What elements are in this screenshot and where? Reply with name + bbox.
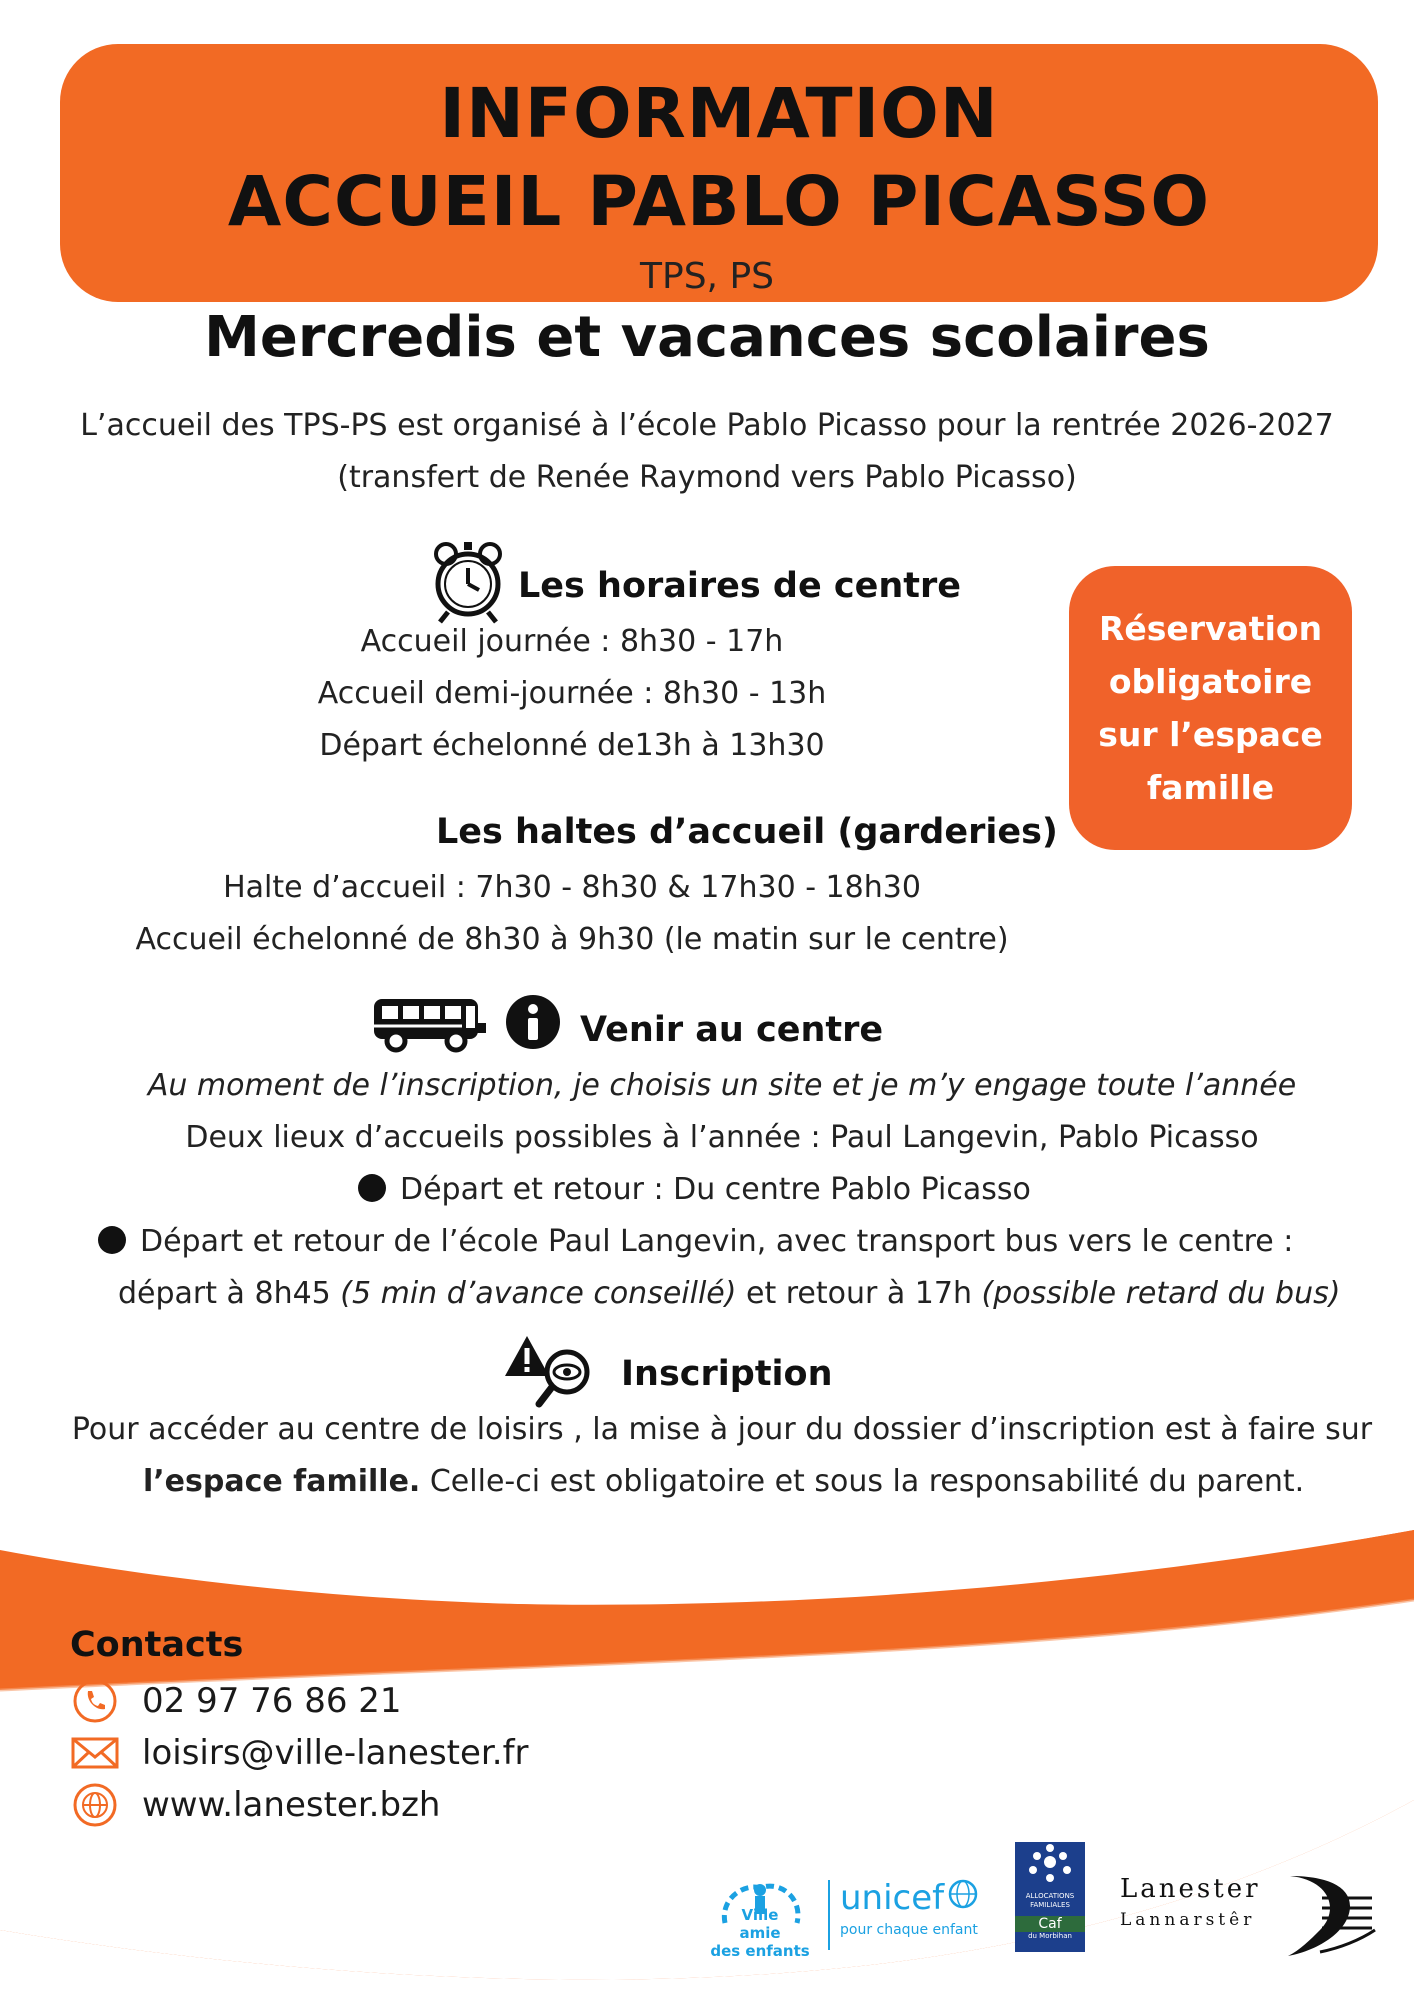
contact-website[interactable]	[70, 1780, 440, 1830]
haltes-line-1: Halte d’accueil : 7h30 - 8h30 & 17h30 - 18h30	[223, 870, 921, 905]
contact-phone[interactable]	[70, 1676, 402, 1726]
bullet-dot	[98, 1226, 126, 1254]
title-line-2: ACCUEIL PABLO PICASSO	[227, 162, 1211, 242]
reservation-text: Réservation obligatoire sur l’espace famille	[1098, 609, 1323, 807]
retour-note: (possible retard du bus)	[981, 1276, 1341, 1311]
unicef-logo	[840, 1878, 1000, 1958]
website-url: www.lanester.bzh	[142, 1785, 441, 1825]
lannarster-wordmark: Lannarstêr	[1120, 1910, 1256, 1930]
unicef-globe-icon	[948, 1878, 978, 1918]
alarm-clock-icon	[432, 540, 504, 624]
inscription-line-2	[143, 1464, 1304, 1499]
lanester-wordmark: Lanester	[1120, 1874, 1261, 1904]
depart-note: (5 min d’avance conseillé)	[340, 1276, 737, 1311]
ville-amie-logo	[705, 1878, 815, 1968]
unicef-wordmark: unicef	[840, 1878, 945, 1918]
bullet-dot	[358, 1174, 386, 1202]
horaires-line-2: Accueil demi-journée : 8h30 - 13h	[317, 676, 827, 711]
venir-bullet-2-text: Départ et retour de l’école Paul Langevin, avec transport bus vers le centre :	[140, 1224, 1294, 1259]
title-line-1: INFORMATION	[439, 74, 999, 154]
ville-amie-line-1: Ville	[741, 1906, 779, 1924]
ville-amie-line-3: des enfants	[710, 1942, 810, 1960]
mail-icon	[70, 1728, 120, 1778]
caf-line-2: FAMILIALES	[1030, 1901, 1070, 1909]
venir-bullet-1-text: Départ et retour : Du centre Pablo Picasso	[400, 1172, 1031, 1207]
intro-line-2: (transfert de Renée Raymond vers Pablo Picasso)	[337, 460, 1077, 495]
caf-line-4: du Morbihan	[1028, 1932, 1072, 1940]
inscription-line-2-rest: Celle-ci est obligatoire et sous la responsabilité du parent.	[420, 1464, 1305, 1499]
horaires-title: Les horaires de centre	[518, 566, 962, 606]
lanester-emblem-icon	[1280, 1870, 1380, 1960]
level-text: TPS, PS	[640, 256, 774, 297]
venir-title: Venir au centre	[580, 1010, 884, 1050]
espace-famille-bold: l’espace famille.	[143, 1464, 421, 1499]
subtitle: Mercredis et vacances scolaires	[204, 305, 1210, 370]
venir-italic-line: Au moment de l’inscription, je choisis un site et je m’y engage toute l’année	[147, 1068, 1297, 1103]
horaires-line-1: Accueil journée : 8h30 - 17h	[360, 624, 784, 659]
caf-line-1: ALLOCATIONS	[1025, 1892, 1075, 1900]
logo-divider	[828, 1880, 830, 1950]
info-icon	[505, 994, 561, 1050]
ville-amie-line-2: amie	[739, 1924, 781, 1942]
horaires-line-3: Départ échelonné de13h à 13h30	[319, 728, 825, 763]
haltes-line-2: Accueil échelonné de 8h30 à 9h30 (le matin sur le centre)	[135, 922, 1009, 957]
lanester-logo	[1120, 1870, 1380, 1960]
caf-logo	[1015, 1842, 1085, 1952]
venir-line-5	[118, 1276, 1340, 1311]
phone-number: 02 97 76 86 21	[142, 1681, 402, 1721]
venir-bullet-1	[358, 1172, 1031, 1207]
email-address: loisirs@ville-lanester.fr	[142, 1733, 529, 1773]
reservation-callout	[1069, 566, 1352, 850]
page-title	[60, 70, 1378, 246]
caf-line-3: Caf	[1015, 1916, 1085, 1932]
haltes-title: Les haltes d’accueil (garderies)	[436, 812, 1058, 852]
inscription-line-1: Pour accéder au centre de loisirs , la mise à jour du dossier d’inscription est à faire sur	[71, 1412, 1373, 1447]
phone-icon	[70, 1676, 120, 1726]
depart-time: départ à 8h45	[118, 1276, 341, 1311]
contact-email[interactable]	[70, 1728, 529, 1778]
venir-bullet-2	[98, 1224, 1293, 1259]
inscription-title: Inscription	[621, 1354, 833, 1394]
contacts-title: Contacts	[70, 1625, 244, 1665]
bus-icon	[372, 995, 488, 1053]
intro-line-1: L’accueil des TPS-PS est organisé à l’école Pablo Picasso pour la rentrée 2026-2027	[80, 408, 1334, 443]
warning-magnifier-icon	[505, 1332, 595, 1412]
globe-icon	[70, 1780, 120, 1830]
retour-time: et retour à 17h	[736, 1276, 982, 1311]
unicef-tagline: pour chaque enfant	[840, 1922, 978, 1938]
venir-line-2: Deux lieux d’accueils possibles à l’année : Paul Langevin, Pablo Picasso	[185, 1120, 1259, 1155]
